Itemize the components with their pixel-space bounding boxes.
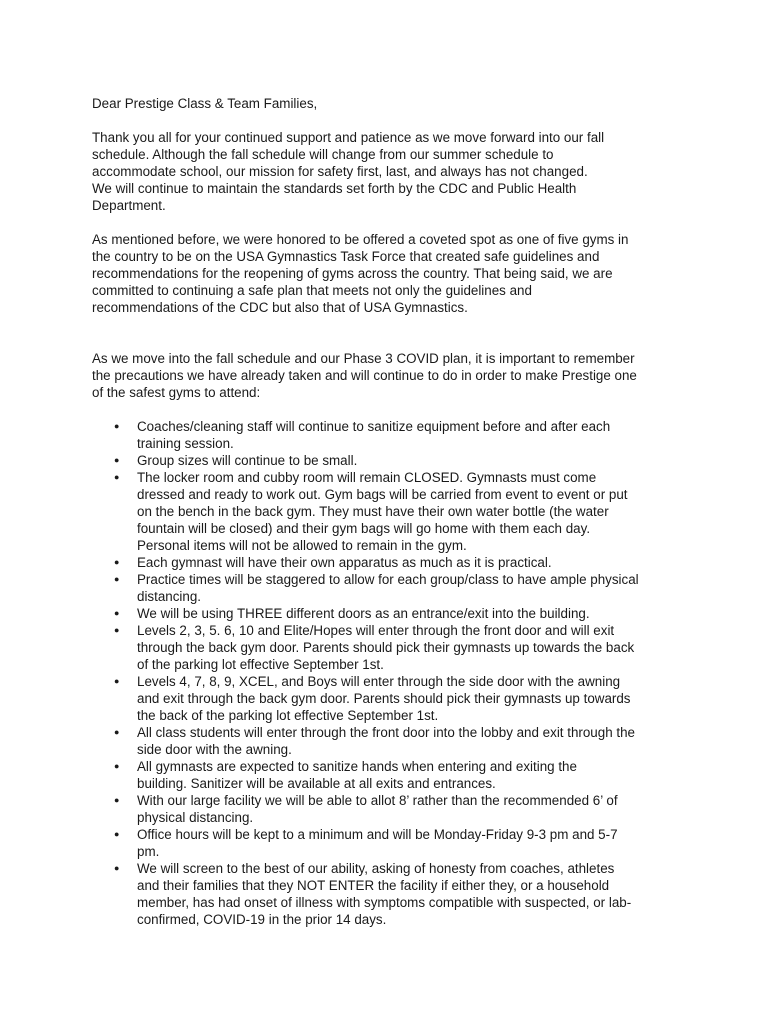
bullet-icon: ● [114, 829, 120, 839]
list-item-line: and their families that they NOT ENTER the facility if either they, or a household [137, 878, 610, 893]
list-item-line: confirmed, COVID-19 in the prior 14 days. [137, 912, 387, 927]
list-item-line: side door with the awning. [137, 742, 292, 757]
letter-greeting: Dear Prestige Class & Team Families, [92, 96, 318, 111]
text-line: the country to be on the USA Gymnastics Task Force that created safe guidelines and [92, 249, 600, 264]
list-item-line: physical distancing. [137, 810, 254, 825]
paragraph-intro [92, 129, 730, 214]
text-line: We will continue to maintain the standards set forth by the CDC and Public Health [92, 181, 577, 196]
text-line: As we move into the fall schedule and our Phase 3 COVID plan, it is important to remember [92, 351, 635, 366]
text-line: of the safest gyms to attend: [92, 385, 261, 400]
list-item-line: Coaches/cleaning staff will continue to sanitize equipment before and after each [137, 419, 611, 434]
bullet-icon: ● [114, 557, 120, 567]
bullet-icon: ● [114, 574, 120, 584]
list-item [92, 826, 730, 860]
list-item [92, 792, 730, 826]
list-item-line: the back of the parking lot effective September 1st. [137, 708, 439, 723]
text-line: the precautions we have already taken and will continue to do in order to make Prestige one [92, 368, 637, 383]
bullet-icon: ● [114, 761, 120, 771]
list-item-line: Practice times will be staggered to allow for each group/class to have ample physical [137, 572, 639, 587]
text-line: committed to continuing a safe plan that meets not only the guidelines and [92, 283, 532, 298]
text-line: recommendations for the reopening of gyms across the country. That being said, we are [92, 266, 613, 281]
bullet-icon: ● [114, 455, 120, 465]
list-item-line: of the parking lot effective September 1st. [137, 657, 384, 672]
text-line: accommodate school, our mission for safety first, last, and always has not changed. [92, 164, 588, 179]
list-item-line: dressed and ready to work out. Gym bags will be carried from event to event or put [137, 487, 628, 502]
list-item-line: training session. [137, 436, 234, 451]
list-item [92, 724, 730, 758]
bullet-icon: ● [114, 472, 120, 482]
list-item-line: through the back gym door. Parents should pick their gymnasts up towards the back [137, 640, 635, 655]
list-item [92, 418, 730, 452]
bullet-icon: ● [114, 608, 120, 618]
text-line: Thank you all for your continued support and patience as we move forward into our fall [92, 130, 605, 145]
bullet-icon: ● [114, 625, 120, 635]
list-item [92, 469, 730, 554]
list-item-line: The locker room and cubby room will remain CLOSED. Gymnasts must come [137, 470, 597, 485]
list-item-line: Each gymnast will have their own apparatus as much as it is practical. [137, 555, 552, 570]
precautions-list [92, 418, 730, 928]
list-item-line: We will be using THREE different doors as an entrance/exit into the building. [137, 606, 590, 621]
bullet-icon: ● [114, 421, 120, 431]
list-item-line: Levels 4, 7, 8, 9, XCEL, and Boys will enter through the side door with the awning [137, 674, 621, 689]
list-item [92, 860, 730, 928]
list-item [92, 571, 730, 605]
list-item-line: With our large facility we will be able to allot 8’ rather than the recommended 6’ of [137, 793, 618, 808]
list-item [92, 554, 730, 571]
list-item-line: distancing. [137, 589, 202, 604]
list-item-line: fountain will be closed) and their gym bags will go home with them each day. [137, 521, 591, 536]
paragraph-phase-3 [92, 350, 730, 401]
list-item-line: All gymnasts are expected to sanitize hands when entering and exiting the [137, 759, 577, 774]
list-item-line: Group sizes will continue to be small. [137, 453, 358, 468]
list-item [92, 622, 730, 673]
bullet-icon: ● [114, 863, 120, 873]
list-item [92, 605, 730, 622]
list-item-line: All class students will enter through the front door into the lobby and exit through the [137, 725, 635, 740]
text-line: recommendations of the CDC but also that of USA Gymnastics. [92, 300, 468, 315]
list-item [92, 673, 730, 724]
text-line: schedule. Although the fall schedule will change from our summer schedule to [92, 147, 554, 162]
list-item-line: Personal items will not be allowed to remain in the gym. [137, 538, 467, 553]
list-item [92, 452, 730, 469]
list-item-line: Levels 2, 3, 5. 6, 10 and Elite/Hopes will enter through the front door and will exit [137, 623, 615, 638]
list-item-line: and exit through the back gym door. Parents should pick their gymnasts up towards [137, 691, 631, 706]
list-item [92, 758, 730, 792]
list-item-line: member, has had onset of illness with symptoms compatible with suspected, or lab- [137, 895, 632, 910]
list-item-line: pm. [137, 844, 160, 859]
list-item-line: Office hours will be kept to a minimum and will be Monday-Friday 9-3 pm and 5-7 [137, 827, 618, 842]
bullet-icon: ● [114, 727, 120, 737]
list-item-line: on the bench in the back gym. They must have their own water bottle (the water [137, 504, 609, 519]
text-line: As mentioned before, we were honored to be offered a coveted spot as one of five gyms in [92, 232, 629, 247]
text-line: Department. [92, 198, 166, 213]
bullet-icon: ● [114, 676, 120, 686]
bullet-icon: ● [114, 795, 120, 805]
paragraph-task-force [92, 231, 730, 316]
list-item-line: building. Sanitizer will be available at all exits and entrances. [137, 776, 496, 791]
list-item-line: We will screen to the best of our ability, asking of honesty from coaches, athletes [137, 861, 615, 876]
